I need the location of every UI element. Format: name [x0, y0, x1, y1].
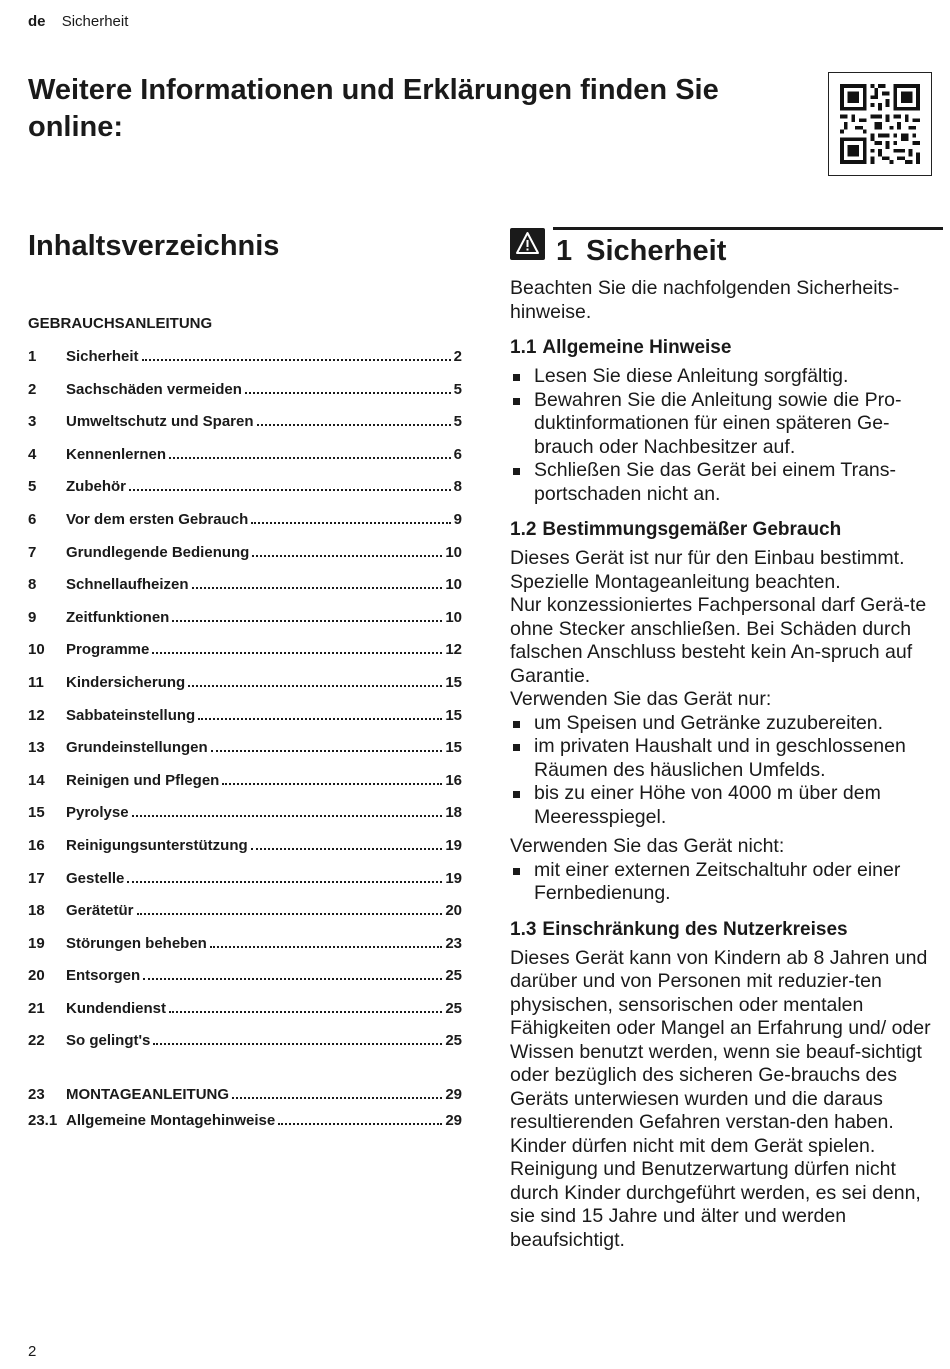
- subsection-heading-1-2: [510, 518, 942, 541]
- toc-leader-dots: [172, 620, 442, 622]
- toc-entry-number: 2: [28, 380, 37, 398]
- toc-entry-page: 10: [445, 576, 462, 594]
- toc-list-montage: [28, 1086, 462, 1138]
- qr-code: [828, 72, 932, 176]
- toc-entry-label: Entsorgen: [66, 967, 141, 985]
- toc-entry-number: 11: [28, 673, 44, 691]
- general-notes-list: [510, 365, 942, 506]
- toc-entry-number: 15: [28, 804, 45, 822]
- toc-entry-page: 29: [445, 1112, 462, 1129]
- toc-entry-number: 8: [28, 576, 37, 594]
- toc-entry-label: Reinigungsunterstützung: [66, 836, 248, 854]
- toc-section-label: GEBRAUCHSANLEITUNG: [28, 315, 213, 332]
- toc-entry[interactable]: [28, 609, 462, 642]
- toc-entry-label: So gelingt's: [66, 1032, 151, 1050]
- toc-entry-page: 19: [445, 869, 462, 887]
- toc-entry[interactable]: [28, 902, 462, 935]
- intended-use-list: [510, 712, 942, 830]
- toc-entry-label: Schnellaufheizen: [66, 576, 189, 594]
- toc-entry-page: 10: [445, 608, 462, 626]
- toc-entry-label: Vor dem ersten Gebrauch: [66, 510, 249, 528]
- toc-entry-label: Grundlegende Bedienung: [66, 543, 250, 561]
- toc-leader-dots: [188, 685, 442, 687]
- toc-entry-number: 10: [28, 641, 45, 659]
- toc-entry-number: 19: [28, 934, 45, 952]
- section-number: 1: [556, 235, 573, 267]
- toc-entry-label: Sachschäden vermeiden: [66, 380, 242, 398]
- list-item: um Speisen und Getränke zuzubereiten.: [510, 712, 942, 736]
- toc-entry-page: 15: [445, 673, 462, 691]
- subsection-title: Einschränkung des Nutzerkreises: [542, 918, 848, 940]
- toc-leader-dots: [143, 978, 442, 980]
- toc-title: Inhaltsverzeichnis: [28, 230, 280, 262]
- toc-entry[interactable]: [28, 804, 462, 837]
- toc-entry-number: 12: [28, 706, 45, 724]
- toc-entry-page: 29: [445, 1086, 462, 1103]
- toc-leader-dots: [142, 359, 451, 361]
- toc-leader-dots: [169, 457, 451, 459]
- toc-entry-label: Allgemeine Montagehinweise: [66, 1112, 276, 1129]
- toc-entry-number: 22: [28, 1032, 45, 1050]
- toc-entry-label: Zubehör: [66, 478, 126, 496]
- toc-entry-label: Kennenlernen: [66, 445, 167, 463]
- toc-entry-page: 25: [445, 967, 462, 985]
- warning-icon: [510, 228, 545, 260]
- toc-entry-page: 25: [445, 999, 462, 1017]
- toc-entry[interactable]: [28, 413, 462, 446]
- toc-entry-label: Störungen beheben: [66, 934, 207, 952]
- safety-content: [510, 277, 942, 1252]
- toc-entry-number: 20: [28, 967, 45, 985]
- toc-entry-page: 18: [445, 804, 462, 822]
- toc-entry[interactable]: [28, 478, 462, 511]
- paragraph: Dieses Gerät kann von Kindern ab 8 Jahren und darüber und von Personen mit reduzier-ten physischen, sensorischen oder mentalen Fähigkeiten oder Mangel an Erfahrung und/ oder Wissen benutzt werden, wenn sie beauf-sichtigt oder bezüglich des sicheren Ge-brauchs des Geräts unterwiesen wurden und die daraus resultierenden Gefahren verstan-den haben.: [510, 946, 931, 1133]
- page-number: 2: [28, 1343, 37, 1360]
- toc-entry-label: Sicherheit: [66, 348, 139, 365]
- list-item: bis zu einer Höhe von 4000 m über dem Meeresspiegel.: [510, 782, 942, 829]
- toc-entry-page: 15: [445, 706, 462, 724]
- toc-entry[interactable]: [28, 576, 462, 609]
- list-item: mit einer externen Zeitschaltuhr oder einer Fernbedienung.: [510, 859, 942, 906]
- paragraph: Verwenden Sie das Gerät nur:: [510, 688, 772, 710]
- subsection-heading-1-3: [510, 918, 942, 941]
- toc-entry-number: 5: [28, 478, 37, 496]
- toc-entry-number: 17: [28, 869, 45, 887]
- toc-leader-dots: [245, 392, 451, 394]
- toc-entry[interactable]: [28, 739, 462, 772]
- toc-entry-number: 7: [28, 543, 37, 561]
- toc-entry-page: 25: [445, 1032, 462, 1050]
- list-item: Bewahren Sie die Anleitung sowie die Pro-duktinformationen für einen späteren Ge-brauch oder Nachbesitzer auf.: [510, 389, 942, 460]
- toc-entry[interactable]: [28, 446, 462, 479]
- toc-entry[interactable]: [28, 674, 462, 707]
- section-rule: [553, 227, 943, 230]
- toc-entry[interactable]: [28, 1086, 462, 1112]
- toc-leader-dots: [198, 718, 442, 720]
- toc-entry-page: 20: [445, 902, 462, 920]
- header-section: Sicherheit: [61, 13, 129, 30]
- toc-leader-dots: [127, 881, 442, 883]
- toc-entry-page: 23: [445, 934, 462, 952]
- toc-entry-label: Programme: [66, 641, 150, 659]
- toc-leader-dots: [222, 783, 442, 785]
- toc-entry-number: 6: [28, 510, 37, 528]
- warning-triangle-icon: [515, 231, 540, 255]
- toc-entry[interactable]: [28, 837, 462, 870]
- toc-entry[interactable]: [28, 935, 462, 968]
- toc-entry-label: MONTAGEANLEITUNG: [66, 1086, 230, 1103]
- page-header: [28, 13, 128, 31]
- toc-entry-page: 9: [453, 510, 462, 528]
- toc-entry[interactable]: [28, 1032, 462, 1065]
- toc-leader-dots: [257, 424, 451, 426]
- toc-leader-dots: [152, 652, 442, 654]
- not-intended-use-list: [510, 859, 942, 906]
- toc-entry-label: Grundeinstellungen: [66, 739, 208, 757]
- safety-intro: Beachten Sie die nachfolgenden Sicherheits-hinweise.: [510, 277, 900, 323]
- subsection-heading-1-1: [510, 336, 942, 359]
- toc-entry-page: 15: [445, 739, 462, 757]
- toc-entry[interactable]: [28, 1112, 462, 1138]
- list-item: im privaten Haushalt und in geschlossenen Räumen des häuslichen Umfelds.: [510, 735, 942, 782]
- toc-entry-number: 4: [28, 445, 37, 463]
- subsection-number: 1.2: [510, 519, 537, 540]
- toc-entry[interactable]: [28, 544, 462, 577]
- toc-leader-dots: [192, 587, 443, 589]
- toc-entry-number: 16: [28, 836, 45, 854]
- subsection-title: Bestimmungsgemäßer Gebrauch: [542, 519, 842, 540]
- toc-entry-label: Gerätetür: [66, 902, 134, 920]
- toc-leader-dots: [251, 522, 450, 524]
- toc-entry-label: Umweltschutz und Sparen: [66, 413, 254, 431]
- toc-entry-page: 16: [445, 771, 462, 789]
- toc-entry-number: 1: [28, 348, 37, 365]
- language-code: de: [28, 13, 46, 30]
- toc-entry[interactable]: [28, 381, 462, 414]
- toc-entry-number: 21: [28, 999, 45, 1017]
- toc-entry[interactable]: [28, 348, 462, 381]
- toc-leader-dots: [129, 489, 451, 491]
- toc-entry-label: Kundendienst: [66, 999, 166, 1017]
- toc-entry-number: 23: [28, 1086, 45, 1103]
- section-title-text: Sicherheit: [586, 235, 727, 267]
- list-item: Lesen Sie diese Anleitung sorgfältig.: [510, 365, 942, 389]
- qr-code-icon: [840, 84, 920, 164]
- paragraph: Reinigung und Benutzerwartung dürfen nicht durch Kinder durchgeführt werden, es sei denn, sie sind 15 Jahre und älter und werden beaufsichtigt.: [510, 1158, 921, 1251]
- toc-entry-number: 13: [28, 739, 45, 757]
- toc-leader-dots: [278, 1123, 442, 1125]
- toc-entry-label: Gestelle: [66, 869, 125, 887]
- toc-entry-number: 9: [28, 608, 37, 626]
- subsection-title: Allgemeine Hinweise: [542, 337, 732, 358]
- toc-entry-page: 8: [453, 478, 462, 496]
- toc-entry-page: 19: [445, 836, 462, 854]
- paragraph: Verwenden Sie das Gerät nicht:: [510, 835, 785, 857]
- toc-leader-dots: [251, 848, 443, 850]
- toc-leader-dots: [132, 815, 443, 817]
- toc-entry-number: 18: [28, 902, 45, 920]
- toc-entry-page: 12: [445, 641, 462, 659]
- toc-entry-label: Pyrolyse: [66, 804, 129, 822]
- toc-list: [28, 348, 462, 1065]
- toc-entry-label: Reinigen und Pflegen: [66, 771, 220, 789]
- list-item: Schließen Sie das Gerät bei einem Trans-portschaden nicht an.: [510, 459, 942, 506]
- toc-entry-label: Zeitfunktionen: [66, 608, 170, 626]
- toc-leader-dots: [252, 555, 442, 557]
- toc-leader-dots: [137, 913, 443, 915]
- subsection-number: 1.3: [510, 918, 537, 940]
- subsection-number: 1.1: [510, 337, 537, 358]
- toc-entry-label: Sabbateinstellung: [66, 706, 196, 724]
- toc-entry[interactable]: [28, 772, 462, 805]
- toc-entry-number: 3: [28, 413, 37, 431]
- toc-entry-number: 14: [28, 771, 45, 789]
- toc-entry[interactable]: [28, 707, 462, 740]
- toc-entry-page: 2: [453, 348, 462, 365]
- toc-leader-dots: [211, 750, 443, 752]
- toc-entry[interactable]: [28, 511, 462, 544]
- toc-leader-dots: [210, 946, 442, 948]
- paragraph: Dieses Gerät ist nur für den Einbau bestimmt. Spezielle Montageanleitung beachten.: [510, 547, 905, 593]
- toc-entry-label: Kindersicherung: [66, 673, 186, 691]
- toc-entry[interactable]: [28, 641, 462, 674]
- toc-entry[interactable]: [28, 870, 462, 903]
- toc-entry-page: 5: [453, 380, 462, 398]
- toc-entry-page: 5: [453, 413, 462, 431]
- toc-leader-dots: [169, 1011, 442, 1013]
- toc-entry-page: 6: [453, 445, 462, 463]
- toc-entry-page: 10: [445, 543, 462, 561]
- toc-leader-dots: [232, 1097, 442, 1099]
- paragraph: Kinder dürfen nicht mit dem Gerät spielen.: [510, 1134, 876, 1157]
- toc-entry[interactable]: [28, 1000, 462, 1033]
- toc-entry-number: 23.1: [28, 1112, 58, 1129]
- section-title: [556, 233, 726, 269]
- toc-leader-dots: [153, 1043, 442, 1045]
- online-info-title: Weitere Informationen und Erklärungen finden Sie online:: [28, 74, 719, 143]
- toc-entry[interactable]: [28, 967, 462, 1000]
- paragraph: Nur konzessioniertes Fachpersonal darf Gerä-te ohne Stecker anschließen. Bei Schäden durch falschen Anschluss besteht kein An-spruch auf Garantie.: [510, 594, 927, 687]
